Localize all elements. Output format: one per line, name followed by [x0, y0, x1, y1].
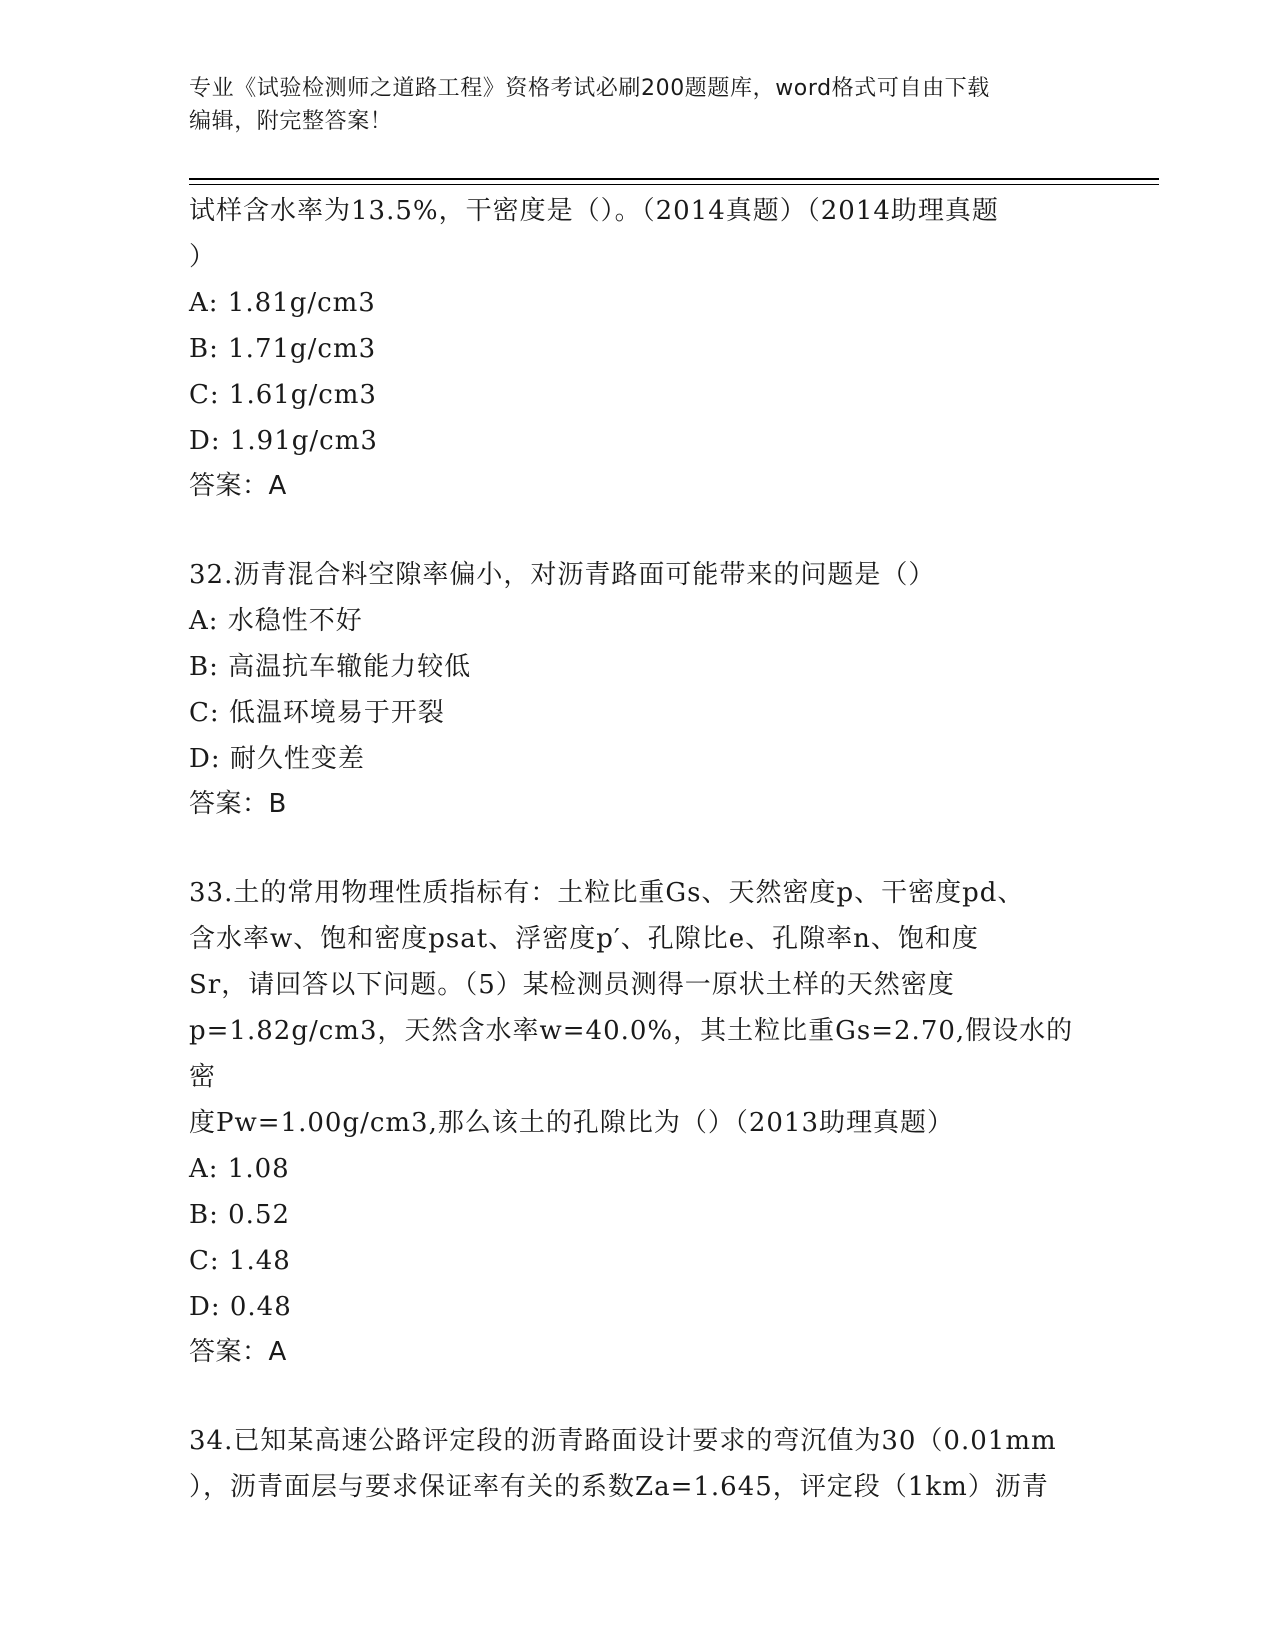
answer-line: 答案：B — [189, 789, 287, 819]
question-block — [189, 188, 1089, 508]
option-d: D: 0.48 — [189, 1292, 292, 1322]
answer-line: 答案：A — [189, 1337, 287, 1367]
option-c: C: 1.48 — [189, 1246, 291, 1276]
question-text-line: 32.沥青混合料空隙率偏小，对沥青路面可能带来的问题是（） — [189, 560, 936, 590]
spacer — [189, 826, 1089, 870]
header-divider-thick — [189, 178, 1159, 180]
option-d: D: 耐久性变差 — [189, 744, 365, 774]
option-a: A: 1.81g/cm3 — [189, 288, 376, 318]
header-divider-thin — [189, 184, 1159, 185]
option-d: D: 1.91g/cm3 — [189, 426, 378, 456]
question-block — [189, 1418, 1089, 1510]
option-b: B: 1.71g/cm3 — [189, 334, 377, 364]
question-text-line: 33.土的常用物理性质指标有：土粒比重Gs、天然密度p、干密度pd、 — [189, 878, 1025, 908]
option-a: A: 1.08 — [189, 1154, 290, 1184]
answer-line: 答案：A — [189, 471, 287, 501]
question-text-line: 试样含水率为13.5%，干密度是（）。（2014真题）（2014助理真题 — [189, 196, 999, 226]
option-b: B: 高温抗车辙能力较低 — [189, 652, 472, 682]
question-text-line: ） — [189, 242, 217, 272]
option-c: C: 低温环境易于开裂 — [189, 698, 445, 728]
question-block — [189, 870, 1089, 1374]
question-text-line: ），沥青面层与要求保证率有关的系数Za=1.645，评定段（1km）沥青 — [189, 1472, 1049, 1502]
question-block — [189, 552, 1089, 826]
question-text-line: Sr，请回答以下问题。（5）某检测员测得一原状土样的天然密度 — [189, 970, 955, 1000]
question-list — [189, 188, 1089, 1510]
document-header — [189, 72, 1089, 138]
question-text-line: 含水率w、饱和密度psat、浮密度p′、孔隙比e、孔隙率n、饱和度 — [189, 924, 979, 954]
question-text-line: 度Pw=1.00g/cm3,那么该土的孔隙比为（）（2013助理真题） — [189, 1108, 955, 1138]
question-text-line: p=1.82g/cm3，天然含水率w=40.0%，其土粒比重Gs=2.70,假设水的密 — [189, 1016, 1074, 1092]
option-c: C: 1.61g/cm3 — [189, 380, 377, 410]
option-b: B: 0.52 — [189, 1200, 291, 1230]
option-a: A: 水稳性不好 — [189, 606, 363, 636]
spacer — [189, 1374, 1089, 1418]
question-text-line: 34.已知某高速公路评定段的沥青路面设计要求的弯沉值为30（0.01mm — [189, 1426, 1057, 1456]
spacer — [189, 508, 1089, 552]
header-line-1: 专业《试验检测师之道路工程》资格考试必刷200题题库，word格式可自由下载 — [189, 76, 990, 101]
header-line-2: 编辑，附完整答案！ — [189, 109, 393, 134]
